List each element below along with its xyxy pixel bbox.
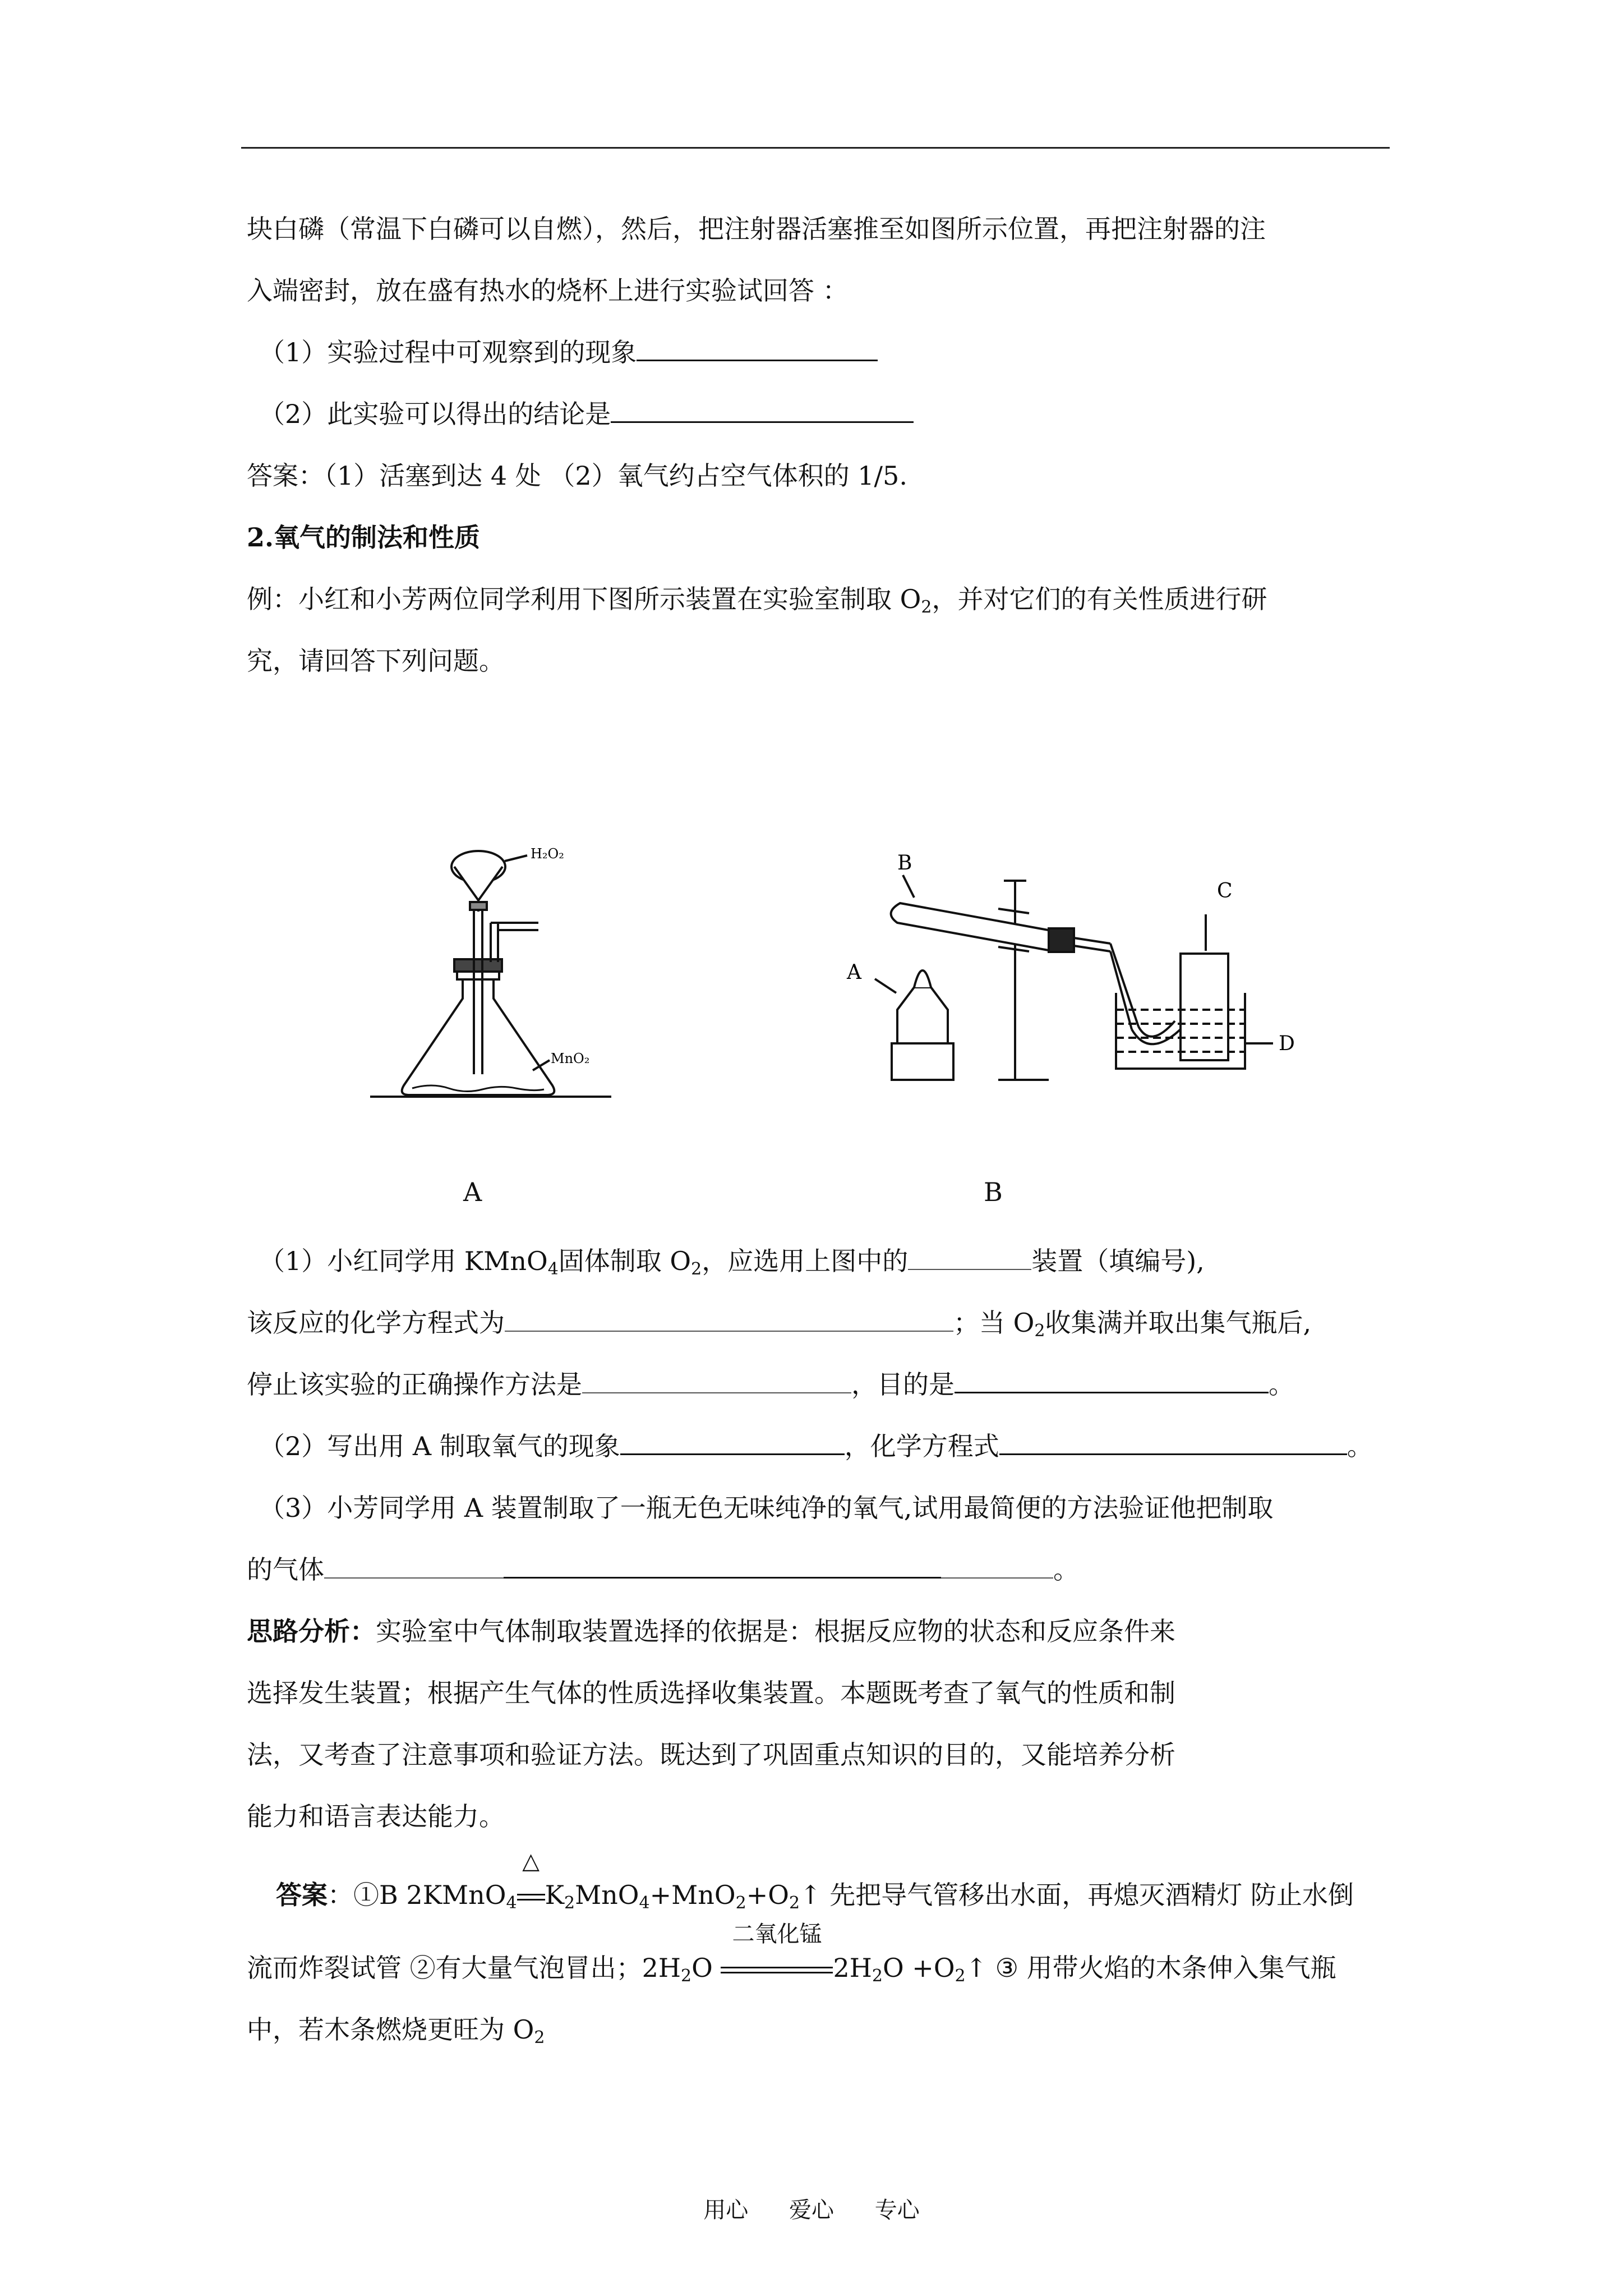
subscript: 2 (872, 1966, 883, 1986)
label-mno2: MnO₂ (551, 1051, 590, 1066)
answer-2-line-2 (247, 1921, 1336, 1993)
text: ，化学方程式 (844, 1431, 999, 1461)
answer-blank[interactable] (611, 399, 914, 423)
part-1-line-1 (259, 1244, 1205, 1286)
subscript: 2 (681, 1966, 692, 1986)
subscript: 2 (735, 1893, 746, 1913)
header-rule (241, 147, 1390, 149)
text: ↑ 先把导气管移出水面，再熄灭酒精灯 防止水倒 (800, 1880, 1354, 1910)
label-b-top: B (897, 852, 912, 875)
answer-1: 答案：（1）活塞到达 4 处 （2）氧气约占空气体积的 1/5. (247, 461, 907, 491)
label-h2o2: H₂O₂ (531, 846, 564, 862)
subscript: 4 (639, 1893, 650, 1913)
text: 收集满并取出集气瓶后, (1045, 1308, 1312, 1338)
answer-blank[interactable] (637, 337, 878, 361)
answer-2-line-3 (247, 2013, 545, 2055)
subscript: 4 (506, 1893, 517, 1913)
text: （1）小红同学用 KMnO (259, 1246, 548, 1276)
answer-blank[interactable] (620, 1431, 845, 1455)
subscript: 2 (1034, 1321, 1045, 1341)
intro-line-1: 块白磷（常温下白磷可以自燃），然后，把注射器活塞推至如图所示位置，再把注射器的注 (247, 214, 1266, 244)
subscript: 2 (534, 2028, 545, 2047)
part-3-line-1: （3）小芳同学用 A 装置制取了一瓶无色无味纯净的氧气,试用最简便的方法验证他把制取 (259, 1493, 1274, 1523)
text: K (545, 1880, 564, 1910)
question-2-text: （2）此实验可以得出的结论是 (259, 399, 611, 429)
subscript: 2 (564, 1893, 575, 1913)
subscript: 4 (547, 1259, 559, 1279)
question-1-text: （1）实验过程中可观察到的现象 (259, 337, 637, 367)
answer-2-line-1 (276, 1848, 1354, 1920)
answer-blank[interactable] (955, 1369, 1269, 1393)
answer-blank[interactable] (999, 1431, 1347, 1455)
question-1-line (259, 335, 878, 369)
text: O +O (882, 1953, 955, 1983)
analysis-line-3: 法，又考查了注意事项和验证方法。既达到了巩固重点知识的目的，又能培养分析 (247, 1740, 1175, 1770)
text: 装置（填编号), (1031, 1246, 1205, 1276)
example-line-2: 究，请回答下列问题。 (247, 646, 505, 676)
text: ，目的是 (851, 1369, 955, 1400)
heat-symbol: △ (522, 1848, 540, 1874)
subscript: 2 (789, 1893, 800, 1913)
answer-blank[interactable] (941, 1555, 1053, 1579)
equals-bar (721, 1967, 833, 1973)
part-1-line-3 (247, 1368, 1294, 1401)
part-3-line-2 (247, 1553, 1079, 1586)
answer-blank[interactable] (505, 1308, 953, 1332)
text: +O (746, 1880, 789, 1910)
example-line-1 (247, 582, 1267, 624)
text: 2H (833, 1953, 872, 1983)
catalyst-condition (721, 1921, 833, 1985)
answer-blank[interactable] (504, 1554, 941, 1579)
label-d: D (1279, 1032, 1295, 1055)
heat-condition (517, 1848, 545, 1912)
subscript: 2 (691, 1259, 702, 1279)
text: 。 (1269, 1369, 1294, 1400)
label-a-side: A (847, 961, 861, 984)
label-c: C (1217, 880, 1233, 903)
answer-label: 答案 (276, 1880, 328, 1910)
figure-caption-a: A (463, 1177, 482, 1207)
text: 停止该实验的正确操作方法是 (247, 1369, 582, 1400)
example-text: ，并对它们的有关性质进行研 (932, 584, 1267, 614)
apparatus-b-diagram (836, 841, 1318, 1088)
question-2-line (259, 397, 914, 431)
text: （2）写出用 A 制取氧气的现象 (259, 1431, 620, 1461)
figure-caption-b: B (984, 1177, 1003, 1207)
text: 。 (1053, 1554, 1079, 1585)
text: ，应选用上图中的 (702, 1246, 909, 1276)
analysis-line-4: 能力和语言表达能力。 (247, 1801, 505, 1832)
text: +MnO (649, 1880, 736, 1910)
text: 固体制取 O (558, 1246, 691, 1276)
apparatus-a-diagram (365, 836, 623, 1105)
text: 实验室中气体制取装置选择的依据是：根据反应物的状态和反应条件来 (376, 1616, 1175, 1646)
part-1-line-2 (247, 1306, 1311, 1348)
text: 中，若木条燃烧更旺为 O (247, 2014, 534, 2045)
text: 。 (1347, 1431, 1373, 1461)
intro-line-2: 入端密封，放在盛有热水的烧杯上进行实验试回答 ： (247, 275, 849, 306)
text: MnO (575, 1880, 639, 1910)
analysis-label: 思路分析： (247, 1616, 376, 1646)
catalyst-text: 二氧化锰 (732, 1921, 822, 1947)
part-2-line (259, 1429, 1373, 1463)
text: ；当 O (953, 1308, 1035, 1338)
text: 流而炸裂试管 ②有大量气泡冒出；2H (247, 1953, 681, 1983)
answer-blank[interactable] (908, 1246, 1031, 1270)
example-text: 例：小红和小芳两位同学利用下图所示装置在实验室制取 O (247, 584, 921, 614)
text: ↑ ③ 用带火焰的木条伸入集气瓶 (965, 1953, 1336, 1983)
page-footer: 用心 爱心 专心 (703, 2197, 920, 2223)
section-title: 2.氧气的制法和性质 (247, 522, 481, 553)
analysis-line-2: 选择发生装置；根据产生气体的性质选择收集装置。本题既考查了氧气的性质和制 (247, 1678, 1175, 1708)
text: O (691, 1953, 713, 1983)
text: 的气体 (247, 1554, 324, 1585)
equals-bar (517, 1894, 545, 1901)
subscript: 2 (921, 597, 932, 617)
analysis-line-1 (247, 1614, 1175, 1648)
subscript: 2 (955, 1966, 966, 1986)
answer-blank[interactable] (582, 1370, 851, 1393)
text: 该反应的化学方程式为 (247, 1308, 505, 1338)
text: ：①B 2KMnO (328, 1880, 506, 1910)
answer-blank[interactable] (324, 1555, 504, 1579)
